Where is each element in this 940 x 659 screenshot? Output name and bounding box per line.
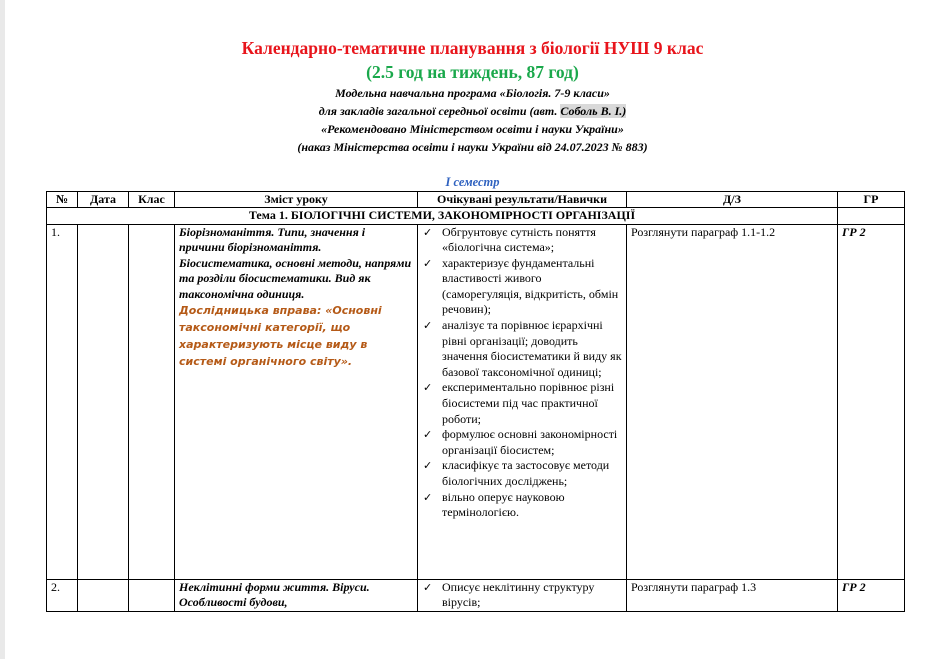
- row-gr: ГР 2: [838, 579, 905, 611]
- program-line-3: «Рекомендовано Міністерством освіти і науки України»: [321, 122, 624, 136]
- checkmark-icon: ✓: [423, 490, 433, 504]
- program-line-4: (наказ Міністерства освіти і науки України від 24.07.2023 № 883): [297, 140, 648, 154]
- checkmark-icon: ✓: [423, 256, 433, 270]
- table-header-row: [47, 192, 905, 208]
- document-title: Календарно-тематичне планування з біології НУШ 9 клас: [241, 38, 704, 58]
- results-list: [422, 580, 622, 611]
- col-header-date: Дата: [78, 192, 129, 208]
- col-header-number: №: [47, 192, 78, 208]
- program-author: Соболь В. І.): [560, 104, 627, 118]
- lesson-topic: Неклітинні форми життя. Віруси. Особливості будови,: [179, 579, 370, 609]
- row-number: 2.: [47, 579, 78, 611]
- lesson-topic: Біорізноманіття. Типи, значення і причини біорізноманіття. Біосистематика, основні методи, напрями та розділи біосистематики. Вид як таксономічна одиниця.: [179, 224, 412, 301]
- col-header-gr: ГР: [838, 192, 905, 208]
- checkmark-icon: ✓: [423, 225, 433, 239]
- theme-row-gr-cell: [838, 208, 905, 225]
- row-gr: ГР 2: [838, 224, 905, 579]
- plan-table: [46, 191, 905, 612]
- research-exercise: Дослідницька вправа: «Основні таксономічні категорії, що характеризують місце виду в системі органічного світу».: [179, 304, 382, 368]
- theme-title: Тема 1. БІОЛОГІЧНІ СИСТЕМИ, ЗАКОНОМІРНОСТІ ОРГАНІЗАЦІЇ: [47, 208, 838, 225]
- row-date: [78, 224, 129, 579]
- row-content: [175, 579, 418, 611]
- list-item: ✓ Обгрунтовує сутність поняття «біологічна система»;: [423, 224, 596, 255]
- theme-row: [47, 208, 905, 225]
- row-number: 1.: [47, 224, 78, 579]
- row-results: [418, 224, 627, 579]
- list-item: ✓ аналізує та порівнює ієрархічні рівні організації; доводить значення біосистематики й виду як базової таксономічної одиниці;: [423, 318, 622, 379]
- list-item: ✓ класифікує та застосовує методи біологічних досліджень;: [423, 458, 610, 488]
- results-list: [422, 225, 622, 521]
- program-line-2-prefix: для закладів загальної середньої освіти (авт.: [318, 104, 561, 118]
- list-item: ✓ вільно оперує науковою термінологією.: [423, 489, 565, 520]
- col-header-results: Очікувані результати/Навички: [418, 192, 627, 208]
- row-content: [175, 224, 418, 579]
- row-class: [129, 224, 175, 579]
- row-homework: Розглянути параграф 1.3: [627, 579, 838, 611]
- list-item: ✓ характеризує фундаментальні властивості живого (саморегуляція, відкритість, обмін речовин);: [423, 255, 619, 317]
- col-header-content: Зміст уроку: [175, 192, 418, 208]
- program-line-2: [5, 104, 940, 119]
- table-row: [47, 579, 905, 611]
- col-header-homework: Д/З: [627, 192, 838, 208]
- document-page: [5, 0, 940, 659]
- row-results: [418, 579, 627, 611]
- list-item: ✓ Описує неклітинну структуру вірусів;: [423, 579, 595, 610]
- row-class: [129, 579, 175, 611]
- checkmark-icon: ✓: [423, 381, 433, 395]
- row-homework: Розглянути параграф 1.1-1.2: [627, 224, 838, 579]
- list-item: ✓ експериментально порівнює різні біосистеми під час практичної роботи;: [423, 380, 615, 426]
- col-header-class: Клас: [129, 192, 175, 208]
- checkmark-icon: ✓: [423, 319, 433, 333]
- document-subtitle: (2.5 год на тиждень, 87 год): [366, 62, 579, 82]
- semester-label: І семестр: [445, 175, 500, 189]
- row-date: [78, 579, 129, 611]
- checkmark-icon: ✓: [423, 580, 433, 594]
- checkmark-icon: ✓: [423, 459, 433, 473]
- program-line-1: Модельна навчальна програма «Біологія. 7-9 класи»: [335, 86, 610, 100]
- table-row: [47, 224, 905, 579]
- checkmark-icon: ✓: [423, 428, 433, 442]
- list-item: ✓ формулює основні закономірності організації біосистем;: [423, 427, 618, 457]
